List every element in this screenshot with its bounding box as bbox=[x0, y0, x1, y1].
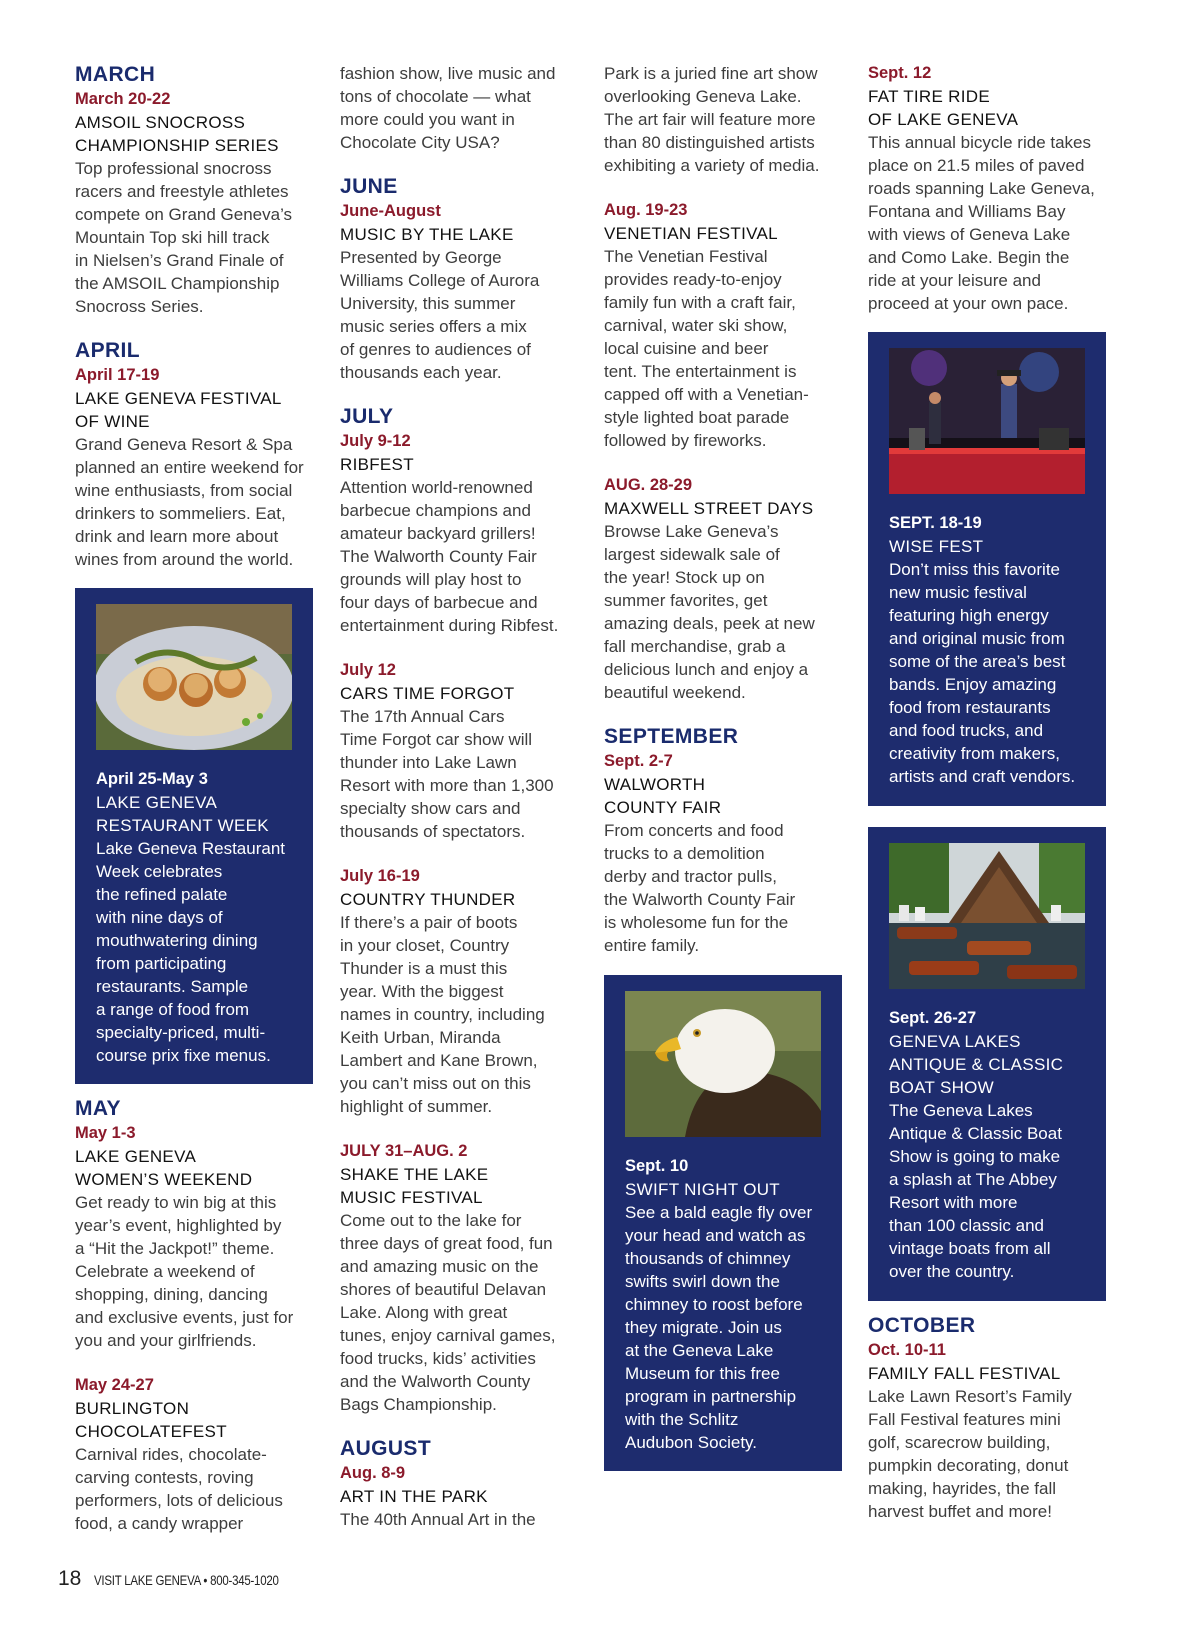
event-may bbox=[75, 1096, 315, 1352]
month-heading: MAY bbox=[75, 1097, 121, 1120]
month-heading: AUGUST bbox=[340, 1437, 432, 1460]
page-footer bbox=[58, 1567, 319, 1591]
event-august bbox=[340, 1436, 580, 1531]
event-description: If there’s a pair of boots in your closet, Country Thunder is a must this year. With the biggest names in country, including Keith Urban, Miranda Lambert and Kane Brown, you can’t miss out on this highlight of summer. bbox=[340, 913, 545, 1116]
event-date: Aug. 19-23 bbox=[604, 201, 688, 219]
event-title: SWIFT NIGHT OUT bbox=[625, 1180, 780, 1199]
event-title: WISE FEST bbox=[889, 537, 984, 556]
event-description: See a bald eagle fly over your head and watch as thousands of chimney swifts swirl down the chimney to roost before they migrate. Join us at the Geneva Lake Museum for this free program in partnership with the Schlitz Audubon Society. bbox=[625, 1203, 813, 1452]
event-title: VENETIAN FESTIVAL bbox=[604, 224, 778, 243]
event-date: Oct. 10-11 bbox=[868, 1341, 946, 1359]
footer-text: VISIT LAKE GENEVA • 800-345-1020 bbox=[93, 1572, 279, 1588]
month-heading: APRIL bbox=[75, 339, 140, 362]
event-title: FAT TIRE RIDE OF LAKE GENEVA bbox=[868, 87, 1019, 129]
event-title: SHAKE THE LAKE MUSIC FESTIVAL bbox=[340, 1165, 489, 1207]
event-description: Grand Geneva Resort & Spa planned an entire weekend for wine enthusiasts, from social drinkers to sommeliers. Eat, drink and learn more about wines from around the world. bbox=[75, 435, 304, 569]
event-date: SEPT. 18-19 bbox=[889, 514, 982, 532]
month-heading: JUNE bbox=[340, 175, 398, 198]
event-title: FAMILY FALL FESTIVAL bbox=[868, 1364, 1061, 1383]
column-2 bbox=[340, 62, 580, 1531]
event-title: CARS TIME FORGOT bbox=[340, 684, 515, 703]
month-heading: JULY bbox=[340, 405, 394, 428]
event-description: Top professional snocross racers and freestyle athletes compete on Grand Geneva’s Mountain Top ski hill track in Nielsen’s Grand Finale of the AMSOIL Championship Snocross Series. bbox=[75, 159, 293, 316]
event-june bbox=[340, 174, 580, 384]
event-title: AMSOIL SNOCROSS CHAMPIONSHIP SERIES bbox=[75, 113, 279, 155]
event-date: June-August bbox=[340, 202, 441, 220]
event-march bbox=[75, 62, 315, 318]
column-4-lower bbox=[868, 1313, 1108, 1523]
event-description: The Geneva Lakes Antique & Classic Boat Show is going to make a splash at The Abbey Resort with more than 100 classic and vintage boats from all over the country. bbox=[889, 1101, 1062, 1281]
event-description-continued: fashion show, live music and tons of chocolate — what more could you want in Chocolate City USA? bbox=[340, 64, 556, 152]
event-maxwell-street-days bbox=[604, 474, 844, 704]
event-title: LAKE GENEVA WOMEN’S WEEKEND bbox=[75, 1147, 253, 1189]
event-date: AUG. 28-29 bbox=[604, 476, 693, 494]
event-date: Aug. 8-9 bbox=[340, 1464, 406, 1482]
event-description: The 17th Annual Cars Time Forgot car show will thunder into Lake Lawn Resort with more than 1,300 specialty show cars and thousands of spectators. bbox=[340, 707, 554, 841]
food-photo bbox=[96, 604, 292, 750]
event-date: March 20-22 bbox=[75, 90, 171, 108]
event-title: MUSIC BY THE LAKE bbox=[340, 225, 514, 244]
event-title: ART IN THE PARK bbox=[340, 1487, 488, 1506]
event-title: GENEVA LAKES ANTIQUE & CLASSIC BOAT SHOW bbox=[889, 1032, 1064, 1097]
boat-show-photo bbox=[889, 843, 1085, 989]
event-description: Get ready to win big at this year’s event, highlighted by a “Hit the Jackpot!” theme. Celebrate a weekend of shopping, dining, dancing and exclusive events, just for you and your girlfriends. bbox=[75, 1193, 294, 1350]
event-description: Come out to the lake for three days of great food, fun and amazing music on the shores of beautiful Delavan Lake. Along with great tunes, enjoy carnival games, food trucks, kids’ activities and the Walworth County Bags Championship. bbox=[340, 1211, 556, 1414]
event-date: Sept. 12 bbox=[868, 64, 932, 82]
event-chocolatefest bbox=[75, 1374, 315, 1535]
event-title: WALWORTH COUNTY FAIR bbox=[604, 775, 722, 817]
event-date: Sept. 10 bbox=[625, 1157, 689, 1175]
event-cars-time-forgot bbox=[340, 659, 580, 843]
event-september bbox=[604, 724, 844, 957]
boat-show-box bbox=[868, 827, 1106, 1301]
event-july bbox=[340, 404, 580, 637]
event-date: Sept. 2-7 bbox=[604, 752, 673, 770]
event-title: RIBFEST bbox=[340, 455, 414, 474]
event-description: Carnival rides, chocolate- carving contests, roving performers, lots of delicious food, a candy wrapper bbox=[75, 1445, 283, 1533]
event-date: July 16-19 bbox=[340, 867, 420, 885]
event-title: LAKE GENEVA FESTIVAL OF WINE bbox=[75, 389, 282, 431]
column-1 bbox=[75, 62, 315, 571]
event-description: Don’t miss this favorite new music festival featuring high energy and original music from some of the area’s best bands. Enjoy amazing food from restaurants and food trucks, and creativity from makers, artists and craft vendors. bbox=[889, 560, 1076, 786]
event-title: LAKE GENEVA RESTAURANT WEEK bbox=[96, 793, 269, 835]
event-date: May 1-3 bbox=[75, 1124, 136, 1142]
restaurant-week-box bbox=[75, 588, 313, 1084]
band-photo bbox=[889, 348, 1085, 494]
event-date: July 12 bbox=[340, 661, 396, 679]
event-description: Presented by George Williams College of Aurora University, this summer music series offers a mix of genres to audiences of thousands each year. bbox=[340, 248, 540, 382]
event-description: The 40th Annual Art in the bbox=[340, 1510, 536, 1529]
event-date: April 17-19 bbox=[75, 366, 160, 384]
event-description: This annual bicycle ride takes place on 21.5 miles of paved roads spanning Lake Geneva, Fontana and Williams Bay with views of Geneva Lake and Como Lake. Begin the ride at your leisure and proceed at your own pace. bbox=[868, 133, 1095, 313]
column-3 bbox=[604, 62, 844, 957]
month-heading: SEPTEMBER bbox=[604, 725, 739, 748]
event-date: JULY 31–AUG. 2 bbox=[340, 1142, 468, 1160]
event-date: July 9-12 bbox=[340, 432, 411, 450]
month-heading: OCTOBER bbox=[868, 1314, 976, 1337]
event-fat-tire-ride bbox=[868, 62, 1108, 315]
page-number: 18 bbox=[58, 1567, 82, 1590]
event-country-thunder bbox=[340, 865, 580, 1118]
event-april bbox=[75, 338, 315, 571]
event-date: April 25-May 3 bbox=[96, 770, 208, 788]
event-description: Lake Geneva Restaurant Week celebrates the refined palate with nine days of mouthwatering dining from participating restaurants. Sample a range of food from specialty-priced, multi- course prix fixe menus. bbox=[96, 839, 286, 1065]
event-venetian-festival bbox=[604, 199, 844, 452]
event-description: Lake Lawn Resort’s Family Fall Festival features mini golf, scarecrow building, pumpkin decorating, donut making, hayrides, the fall harvest buffet and more! bbox=[868, 1387, 1072, 1521]
event-description: The Venetian Festival provides ready-to-enjoy family fun with a craft fair, carnival, water ski show, local cuisine and beer tent. The entertainment is capped off with a Venetian- style lighted boat parade followed by fireworks. bbox=[604, 247, 809, 450]
wise-fest-box bbox=[868, 332, 1106, 806]
event-title: BURLINGTON CHOCOLATEFEST bbox=[75, 1399, 227, 1441]
eagle-photo bbox=[625, 991, 821, 1137]
event-date: Sept. 26-27 bbox=[889, 1009, 977, 1027]
event-date: May 24-27 bbox=[75, 1376, 154, 1394]
swift-night-out-box bbox=[604, 975, 842, 1471]
event-title: MAXWELL STREET DAYS bbox=[604, 499, 814, 518]
event-description: Attention world-renowned barbecue champions and amateur backyard grillers! The Walworth County Fair grounds will play host to four days of barbecue and entertainment during Ribfest. bbox=[340, 478, 559, 635]
column-4 bbox=[868, 62, 1108, 315]
column-1-lower bbox=[75, 1096, 315, 1535]
event-shake-the-lake bbox=[340, 1140, 580, 1416]
month-heading: MARCH bbox=[75, 63, 156, 86]
event-october bbox=[868, 1313, 1108, 1523]
event-description: From concerts and food trucks to a demolition derby and tractor pulls, the Walworth County Fair is wholesome fun for the entire family. bbox=[604, 821, 796, 955]
event-title: COUNTRY THUNDER bbox=[340, 890, 516, 909]
event-description-continued: Park is a juried fine art show overlooking Geneva Lake. The art fair will feature more than 80 distinguished artists exhibiting a variety of media. bbox=[604, 64, 820, 175]
event-description: Browse Lake Geneva’s largest sidewalk sale of the year! Stock up on summer favorites, get amazing deals, peek at new fall merchandise, grab a delicious lunch and enjoy a beautiful weekend. bbox=[604, 522, 815, 702]
